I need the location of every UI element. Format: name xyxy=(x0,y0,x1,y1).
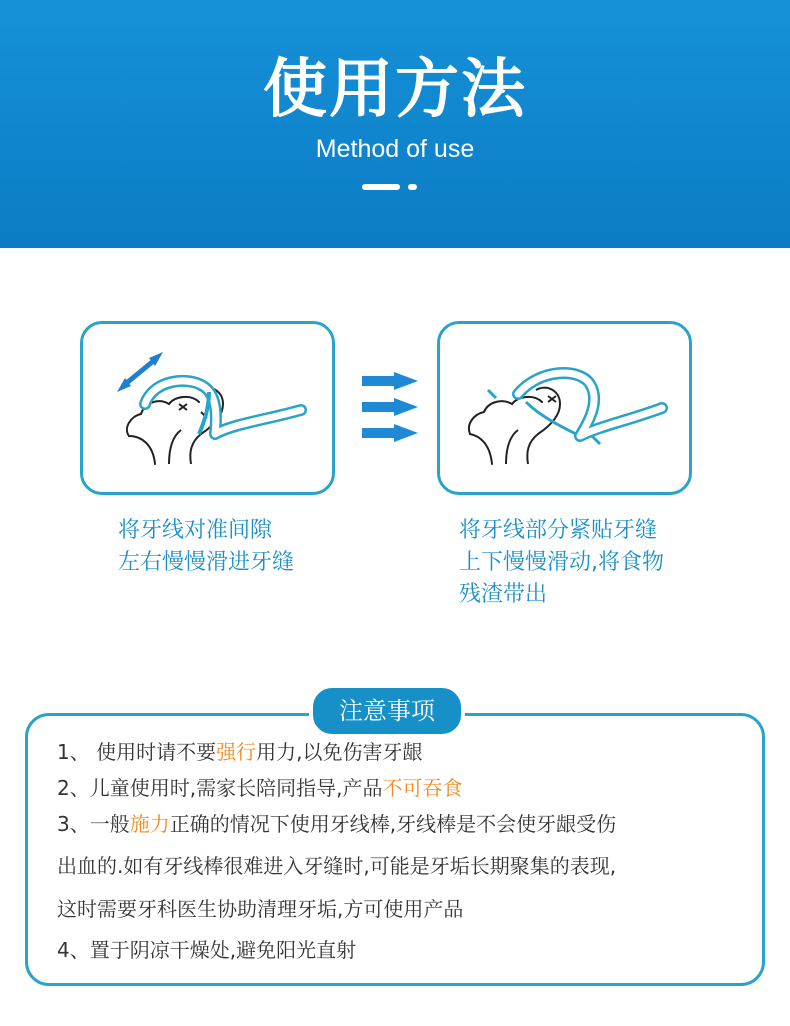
notice-item-3-continued-2: 这时需要牙科医生协助清理牙垢,方可使用产品 xyxy=(57,897,464,921)
step-2-description xyxy=(459,515,664,611)
header-banner xyxy=(0,0,790,248)
notice-item-2 xyxy=(57,774,462,802)
decorative-dot xyxy=(408,184,417,190)
step-2-line-1: 将牙线部分紧贴牙缝 xyxy=(459,518,658,543)
page-title: 使用方法 xyxy=(263,53,527,127)
step-1-line-1: 将牙线对准间隙 xyxy=(118,518,273,543)
notice-item-3-highlight: 施力 xyxy=(129,812,170,836)
step-1-line-2: 左右慢慢滑进牙缝 xyxy=(118,550,295,575)
notice-item-3 xyxy=(57,810,616,838)
step-1-description xyxy=(118,515,294,579)
step-1-illustration-panel xyxy=(80,321,335,495)
page-subtitle: Method of use xyxy=(315,135,475,163)
step-2-line-2: 上下慢慢滑动,将食物 xyxy=(459,550,664,575)
notice-item-3-continued: 出血的.如有牙线棒很难进入牙缝时,可能是牙垢长期聚集的表现, xyxy=(57,854,617,878)
step-2-line-3: 残渣带出 xyxy=(459,582,548,607)
decorative-dash xyxy=(362,184,400,190)
notice-item-3-text-a: 3、一般 xyxy=(57,812,130,836)
notice-item-1-text-b: 用力,以免伤害牙龈 xyxy=(256,740,423,764)
next-step-arrows-icon xyxy=(360,372,422,448)
floss-pick-between-teeth-icon xyxy=(83,324,335,495)
notice-item-2-text-a: 2、儿童使用时,需家长陪同指导,产品 xyxy=(57,776,383,800)
notice-item-1 xyxy=(57,738,422,766)
notice-item-3-text-b: 正确的情况下使用牙线棒,牙线棒是不会使牙龈受伤 xyxy=(169,812,617,836)
notice-item-1-text-a: 1、 使用时请不要 xyxy=(57,740,217,764)
notice-item-2-highlight: 不可吞食 xyxy=(382,776,463,800)
step-2-illustration-panel xyxy=(437,321,692,495)
notice-title: 注意事项 xyxy=(309,684,465,738)
floss-pick-sliding-icon xyxy=(440,324,692,495)
notice-item-4: 4、置于阴凉干燥处,避免阳光直射 xyxy=(57,938,357,962)
notice-item-1-highlight: 强行 xyxy=(216,740,257,764)
